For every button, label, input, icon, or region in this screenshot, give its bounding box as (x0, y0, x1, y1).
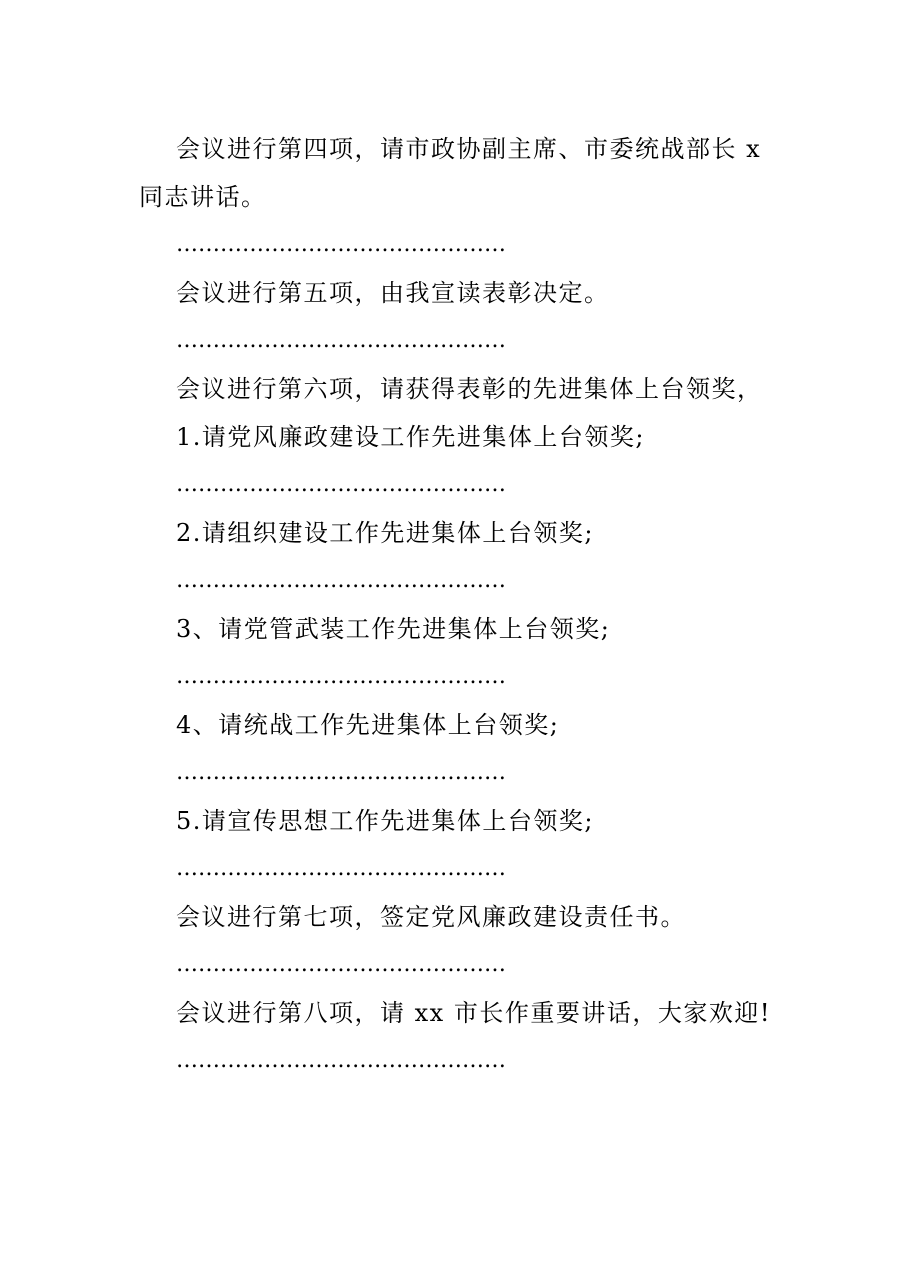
paragraph-item-6-awards: 会议进行第六项，请获得表彰的先进集体上台领奖， (176, 375, 763, 403)
paragraph-item-7-signing: 会议进行第七项，签定党风廉政建设责任书。 (176, 903, 686, 931)
ellipsis-line: ……………………………………… (176, 1048, 506, 1073)
paragraph-item-4-speech: 会议进行第四项，请市政协副主席、市委统战部长 x 同志讲话。 (139, 135, 762, 211)
award-item-3: 3、请党管武装工作先进集体上台领奖; (176, 615, 611, 643)
award-item-4: 4、请统战工作先进集体上台领奖; (176, 711, 560, 739)
ellipsis-line: ……………………………………… (176, 328, 506, 353)
ellipsis-line: ……………………………………… (176, 856, 506, 881)
award-item-5: 5.请宣传思想工作先进集体上台领奖; (176, 807, 594, 835)
ellipsis-line: ……………………………………… (176, 664, 506, 689)
ellipsis-line: ……………………………………… (176, 760, 506, 785)
document-body (139, 125, 779, 1085)
award-item-1: 1.请党风廉政建设工作先进集体上台领奖; (176, 423, 645, 451)
award-item-2: 2.请组织建设工作先进集体上台领奖; (176, 519, 594, 547)
ellipsis-line: ……………………………………… (176, 568, 506, 593)
ellipsis-line: ……………………………………… (176, 472, 506, 497)
paragraph-item-8-mayor-speech: 会议进行第八项，请 xx 市长作重要讲话，大家欢迎! (176, 999, 771, 1027)
ellipsis-line: ……………………………………… (176, 232, 506, 257)
paragraph-item-5-announcement: 会议进行第五项，由我宣读表彰决定。 (176, 279, 610, 307)
ellipsis-line: ……………………………………… (176, 952, 506, 977)
